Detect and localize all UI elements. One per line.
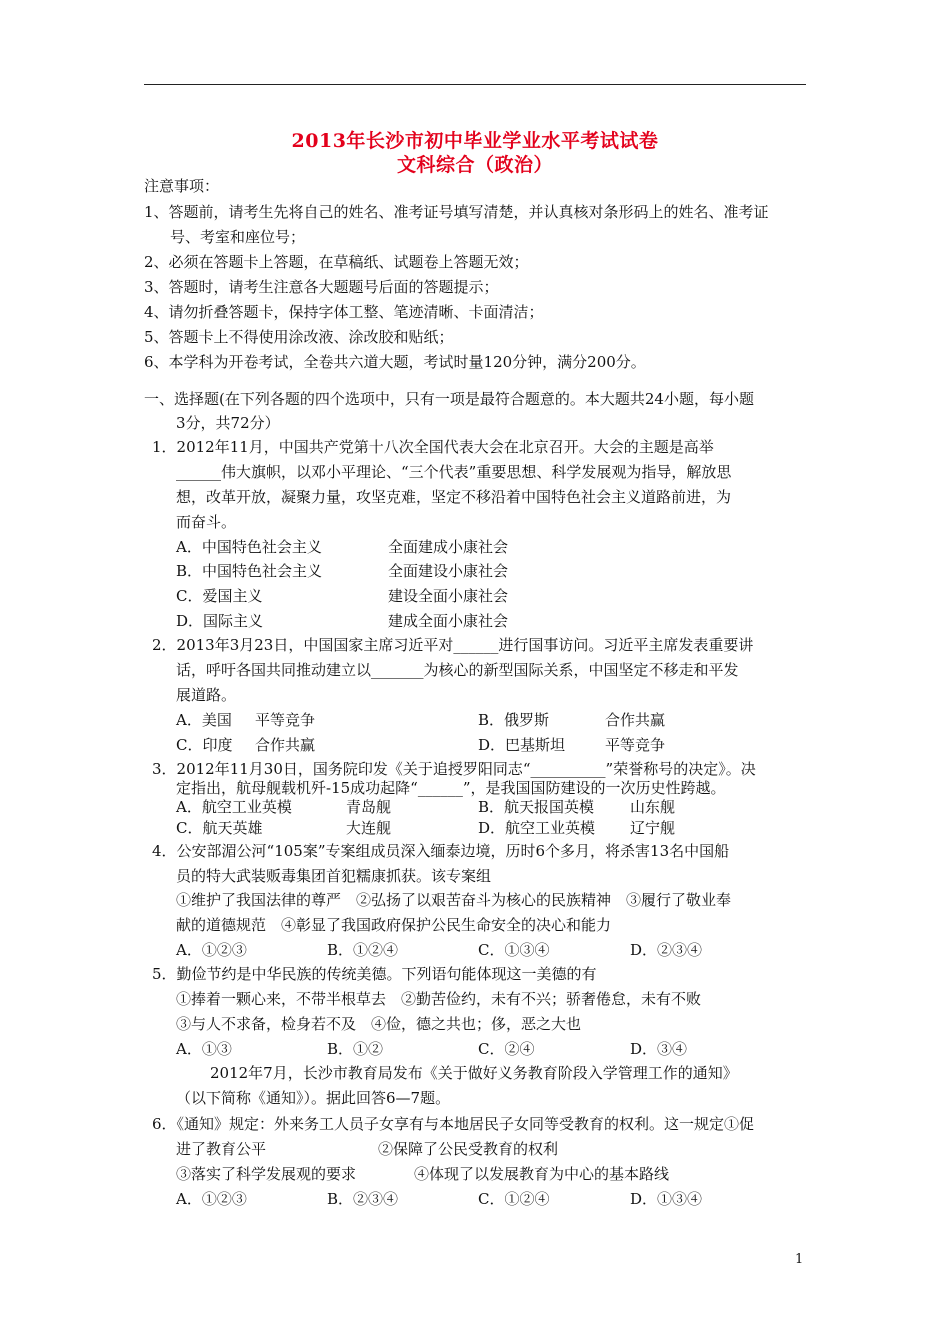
section-heading: 3分，共72分） bbox=[176, 414, 280, 432]
option-2a: A．美国 bbox=[176, 711, 232, 729]
notice-heading: 注意事项： bbox=[144, 177, 220, 195]
question-2-stem: 展道路。 bbox=[176, 686, 237, 704]
option-2d: D．巴基斯坦 bbox=[478, 736, 566, 754]
option-1c-part2: 建设全面小康社会 bbox=[388, 587, 509, 605]
notice-item: 号、考室和座位号； bbox=[170, 228, 306, 246]
question-4-stem: ①维护了我国法律的尊严 ②弘扬了以艰苦奋斗为核心的民族精神 ③履行了敬业奉 bbox=[176, 891, 732, 909]
exam-subtitle: 文科综合（政治） bbox=[396, 154, 553, 176]
question-6-stem: 进了教育公平 bbox=[176, 1140, 267, 1158]
page-number: 1 bbox=[795, 1252, 804, 1267]
option-1b-part2: 全面建设小康社会 bbox=[388, 562, 509, 580]
option-6b: B．②③④ bbox=[327, 1190, 399, 1208]
option-1d-part2: 建成全面小康社会 bbox=[388, 612, 509, 630]
option-3a: A．航空工业英模 bbox=[176, 798, 292, 816]
option-4b: B．①②④ bbox=[327, 941, 399, 959]
option-2c: C．印度 bbox=[176, 736, 233, 754]
option-5a: A．①③ bbox=[176, 1040, 232, 1058]
option-6c: C．①②④ bbox=[478, 1190, 550, 1208]
exam-title: 2013年长沙市初中毕业学业水平考试试卷 bbox=[291, 130, 659, 152]
question-5-stem: ①捧着一颗心来，不带半根草去 ②勤苦俭约，未有不兴；骄奢倦怠，未有不败 bbox=[176, 990, 702, 1008]
option-3c-part2: 大连舰 bbox=[346, 819, 392, 837]
section-heading: 一、选择题(在下列各题的四个选项中，只有一项是最符合题意的。本大题共24小题，每小题 bbox=[144, 390, 754, 408]
question-5-stem: ③与人不求备，检身若不及 ④俭，德之共也；侈，恶之大也 bbox=[176, 1015, 582, 1033]
question-1-stem: 想，改革开放，凝聚力量，攻坚克难，坚定不移沿着中国特色社会主义道路前进，为 bbox=[176, 488, 732, 506]
option-2b: B．俄罗斯 bbox=[478, 711, 550, 729]
option-6a: A．①②③ bbox=[176, 1190, 247, 1208]
option-2b-part2: 合作共赢 bbox=[605, 711, 666, 729]
material-intro: 2012年7月，长沙市教育局发布《关于做好义务教育阶段入学管理工作的通知》 bbox=[210, 1064, 738, 1082]
notice-item: 3、答题时，请考生注意各大题题号后面的答题提示； bbox=[144, 278, 499, 296]
notice-item: 1、答题前，请考生先将自己的姓名、准考证号填写清楚，并认真核对条形码上的姓名、准考证 bbox=[144, 203, 769, 221]
question-1-stem: 而奋斗。 bbox=[176, 513, 237, 531]
option-6d: D．①③④ bbox=[630, 1190, 703, 1208]
question-2-stem: 话，呼吁各国共同推动建立以_______为核心的新型国际关系，中国坚定不移走和平发 bbox=[176, 661, 739, 679]
option-1b: B．中国特色社会主义 bbox=[176, 562, 323, 580]
option-1d: D．国际主义 bbox=[176, 612, 264, 630]
question-1-stem: ______伟大旗帜，以邓小平理论、“三个代表”重要思想、科学发展观为指导，解放思 bbox=[176, 463, 732, 481]
option-4d: D．②③④ bbox=[630, 941, 703, 959]
option-2c-part2: 合作共赢 bbox=[255, 736, 316, 754]
option-2d-part2: 平等竞争 bbox=[605, 736, 666, 754]
notice-item: 2、必须在答题卡上答题，在草稿纸、试题卷上答题无效； bbox=[144, 253, 529, 271]
notice-item: 4、请勿折叠答题卡，保持字体工整、笔迹清晰、卡面清洁； bbox=[144, 303, 544, 321]
option-4c: C．①③④ bbox=[478, 941, 550, 959]
question-5-stem: 5．勤俭节约是中华民族的传统美德。下列语句能体现这一美德的有 bbox=[152, 965, 597, 983]
option-5c: C．②④ bbox=[478, 1040, 535, 1058]
option-2a-part2: 平等竞争 bbox=[255, 711, 316, 729]
question-1-stem: 1．2012年11月，中国共产党第十八次全国代表大会在北京召开。大会的主题是高举 bbox=[152, 438, 714, 456]
question-3-stem: 定指出，航母舰载机歼-15成功起降“______”，是我国国防建设的一次历史性跨越。 bbox=[176, 779, 726, 797]
option-5d: D．③④ bbox=[630, 1040, 688, 1058]
question-6-stem: ③落实了科学发展观的要求 bbox=[176, 1165, 357, 1183]
option-1c: C．爱国主义 bbox=[176, 587, 263, 605]
question-4-stem: 员的特大武装贩毒集团首犯糯康抓获。该专案组 bbox=[176, 867, 492, 885]
option-5b: B．①② bbox=[327, 1040, 384, 1058]
option-3d: D．航空工业英模 bbox=[478, 819, 596, 837]
material-intro: （以下简称《通知》）。据此回答6—7题。 bbox=[176, 1089, 451, 1107]
question-4-stem: 献的道德规范 ④彰显了我国政府保护公民生命安全的决心和能力 bbox=[176, 916, 612, 934]
option-3a-part2: 青岛舰 bbox=[346, 798, 392, 816]
notice-item: 6、本学科为开卷考试，全卷共六道大题，考试时量120分钟，满分200分。 bbox=[144, 353, 646, 371]
option-3d-part2: 辽宁舰 bbox=[630, 819, 676, 837]
question-6-stem: 6．《通知》规定：外来务工人员子女享有与本地居民子女同等受教育的权利。这一规定①促 bbox=[152, 1115, 755, 1133]
option-3b-part2: 山东舰 bbox=[630, 798, 676, 816]
option-1a-part2: 全面建成小康社会 bbox=[388, 538, 509, 556]
option-1a: A．中国特色社会主义 bbox=[176, 538, 322, 556]
option-3b: B．航天报国英模 bbox=[478, 798, 595, 816]
notice-item: 5、答题卡上不得使用涂改液、涂改胶和贴纸； bbox=[144, 328, 454, 346]
question-6-stem: ④体现了以发展教育为中心的基本路线 bbox=[414, 1165, 670, 1183]
question-2-stem: 2．2013年3月23日，中国国家主席习近平对______进行国事访问。习近平主席发表重要讲 bbox=[152, 636, 754, 654]
header-rule bbox=[144, 84, 806, 85]
question-6-stem: ②保障了公民受教育的权利 bbox=[378, 1140, 559, 1158]
option-4a: A．①②③ bbox=[176, 941, 247, 959]
question-3-stem: 3．2012年11月30日，国务院印发《关于追授罗阳同志“__________”荣誉称号的决定》。决 bbox=[152, 760, 756, 778]
question-4-stem: 4．公安部湄公河“105案”专案组成员深入缅泰边境，历时6个多月，将杀害13名中国船 bbox=[152, 842, 730, 860]
option-3c: C．航天英雄 bbox=[176, 819, 263, 837]
